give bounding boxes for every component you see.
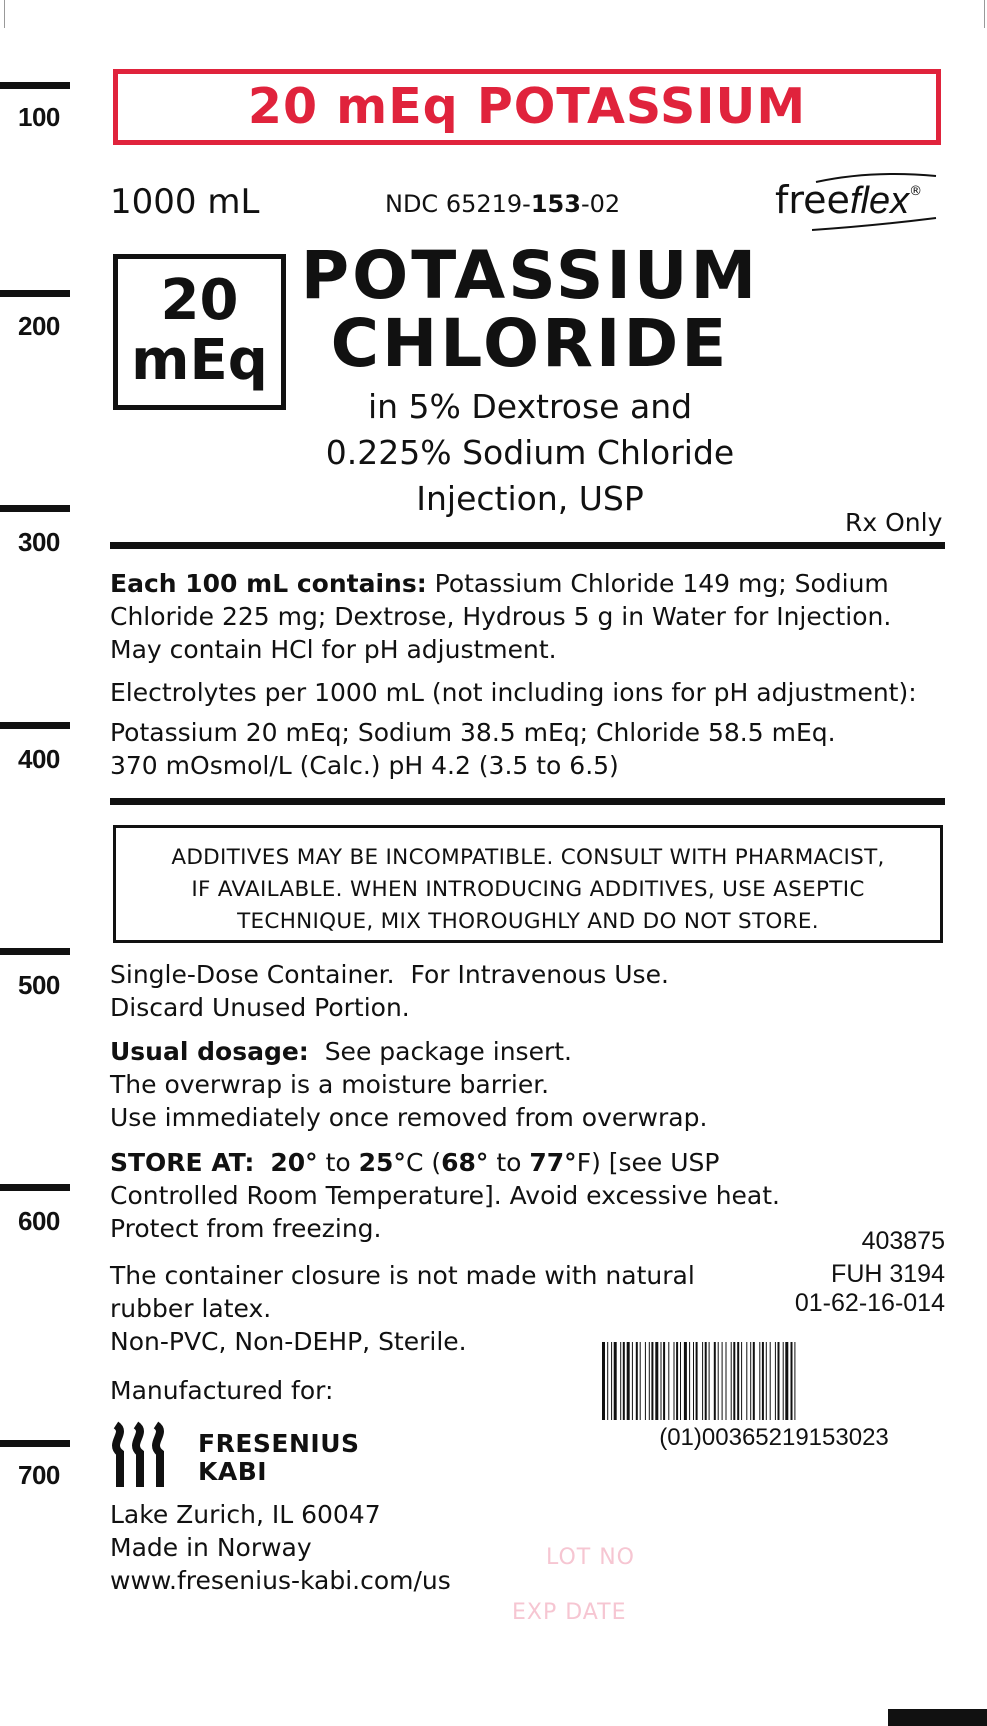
barcode-bar: [623, 1342, 625, 1420]
expiry-date-field: EXP DATE: [512, 1600, 627, 1625]
barcode-bar: [636, 1342, 638, 1420]
barcode-bar: [705, 1342, 707, 1420]
subtitle-line2: 0.225% Sodium Chloride: [325, 433, 735, 472]
barcode-bar: [627, 1342, 630, 1420]
trim-mark-left: [4, 0, 5, 28]
manufactured-for-label: Manufactured for:: [110, 1376, 334, 1405]
divider: [110, 798, 945, 805]
graduation-label: 300: [18, 527, 60, 557]
fresenius-kabi-logo-icon: [110, 1421, 176, 1489]
electrolytes-line1: Electrolytes per 1000 mL (not including ions for pH adjustment):: [110, 678, 917, 707]
barcode-bar: [794, 1342, 795, 1420]
barcode-bar: [680, 1342, 681, 1420]
drug-name: [300, 237, 760, 382]
drug-subtitle: [290, 384, 770, 522]
rx-only: Rx Only: [845, 508, 943, 537]
barcode-bar: [770, 1342, 771, 1420]
barcode-bar: [668, 1342, 669, 1420]
strength-value: 20: [160, 268, 239, 333]
freeflex-logo: freeflex®: [775, 178, 923, 222]
lot-number-field: LOT NO: [546, 1545, 635, 1570]
graduation-label: 500: [18, 970, 60, 1000]
graduation-label: 200: [18, 311, 60, 341]
barcode-bar: [640, 1342, 641, 1420]
graduation-tick: [0, 722, 70, 729]
barcode-bar: [714, 1342, 716, 1420]
barcode-bar: [602, 1342, 605, 1420]
barcode-bar: [726, 1342, 727, 1420]
barcode-bar: [702, 1342, 703, 1420]
warning-line2: IF AVAILABLE. WHEN INTRODUCING ADDITIVES, USE ASEPTIC: [191, 877, 865, 902]
barcode-bar: [746, 1342, 747, 1420]
trim-mark-right: [984, 0, 985, 28]
barcode-bar: [785, 1342, 788, 1420]
barcode-bar: [759, 1342, 760, 1420]
barcode-number: (01)00365219153023: [659, 1424, 889, 1451]
barcode-bar: [614, 1342, 617, 1420]
strength-unit: mEq: [131, 328, 268, 393]
fuh-code: FUH 3194: [831, 1260, 945, 1288]
barcode-icon: [602, 1342, 946, 1420]
barcode-bar: [620, 1342, 621, 1420]
volume-label: 1000 mL: [110, 182, 260, 222]
barcode-bar: [718, 1342, 719, 1420]
barcode-bar: [750, 1342, 751, 1420]
barcode-bar: [733, 1342, 735, 1420]
graduation-tick: [0, 505, 70, 512]
graduation-label: 600: [18, 1206, 60, 1236]
barcode-bar: [663, 1342, 665, 1420]
additives-warning: [113, 825, 943, 943]
barcode-bar: [731, 1342, 732, 1420]
graduation-label: 400: [18, 744, 60, 774]
contents-block: Each 100 mL contains: Potassium Chloride 149 mg; Sodium Chloride 225 mg; Dextrose, Hydrous 5 g in Water for Injection. May contain HCl for pH adjustment.: [110, 569, 892, 664]
barcode-bar: [661, 1342, 662, 1420]
barcode-bar: [611, 1342, 612, 1420]
dosage-block: Usual dosage: See package insert. The overwrap is a moisture barrier. Use immediately once removed from overwrap.: [110, 1037, 708, 1132]
drug-name-line2: CHLORIDE: [330, 305, 730, 382]
barcode-bar: [693, 1342, 694, 1420]
barcode-bar: [632, 1342, 633, 1420]
barcode-bar: [684, 1342, 687, 1420]
barcode-bar: [655, 1342, 658, 1420]
barcode-bar: [778, 1342, 780, 1420]
barcode-bar: [689, 1342, 690, 1420]
barcode-bar: [722, 1342, 723, 1420]
manufacturer-name-line2: KABI: [198, 1457, 268, 1486]
lot-code: 01-62-16-014: [794, 1289, 945, 1317]
potassium-banner: 20 mEq POTASSIUM: [113, 69, 941, 145]
graduation-label: 100: [18, 102, 60, 132]
subtitle-line3: Injection, USP: [416, 479, 644, 518]
use-block: Single-Dose Container. For Intravenous Use. Discard Unused Portion.: [110, 960, 669, 1022]
barcode-bar: [607, 1342, 608, 1420]
graduation-tick: [0, 948, 70, 955]
manufacturer-address: Lake Zurich, IL 60047 Made in Norway www.fresenius-kabi.com/us: [110, 1500, 451, 1595]
strength-box: [113, 254, 286, 410]
barcode-bar: [674, 1342, 675, 1420]
graduation-tick: [0, 82, 70, 89]
product-code: 403875: [861, 1227, 945, 1255]
subtitle-line1: in 5% Dextrose and: [367, 387, 693, 426]
barcode-bar: [766, 1342, 767, 1420]
divider: [110, 542, 945, 549]
barcode-bar: [783, 1342, 784, 1420]
barcode-bar: [775, 1342, 776, 1420]
storage-block: STORE AT: 20° to 25°C (68° to 77°F) [see USP Controlled Room Temperature]. Avoid excessive heat. Protect from freezing.: [110, 1148, 780, 1243]
barcode-bar: [649, 1342, 650, 1420]
graduation-tick: [0, 290, 70, 297]
barcode-bar: [753, 1342, 755, 1420]
warning-line3: TECHNIQUE, MIX THOROUGHLY AND DO NOT STORE.: [237, 909, 819, 934]
barcode-bar: [709, 1342, 710, 1420]
drug-name-line1: POTASSIUM: [300, 237, 760, 314]
barcode-bar: [737, 1342, 739, 1420]
barcode-bar: [651, 1342, 653, 1420]
barcode-bar: [741, 1342, 742, 1420]
product-codes: [795, 1227, 945, 1318]
corner-bar: [888, 1709, 987, 1726]
barcode-bar: [696, 1342, 698, 1420]
warning-line1: ADDITIVES MAY BE INCOMPATIBLE. CONSULT WITH PHARMACIST,: [171, 845, 885, 870]
graduation-label: 700: [18, 1460, 60, 1490]
graduation-tick: [0, 1440, 70, 1447]
barcode-bar: [762, 1342, 764, 1420]
freeflex-swoosh-icon: [812, 168, 942, 236]
graduation-tick: [0, 1184, 70, 1191]
electrolytes-block: Potassium 20 mEq; Sodium 38.5 mEq; Chloride 58.5 mEq. 370 mOsmol/L (Calc.) pH 4.2 (3.5 to 6.5): [110, 718, 836, 780]
ndc-number: NDC 65219-153-02: [385, 190, 621, 218]
barcode-bar: [645, 1342, 646, 1420]
barcode-bar: [676, 1342, 678, 1420]
latex-block: The container closure is not made with natural rubber latex. Non-PVC, Non-DEHP, Sterile.: [110, 1261, 695, 1356]
manufacturer-name-line1: FRESENIUS: [198, 1429, 360, 1458]
barcode-bar: [791, 1342, 793, 1420]
manufacturer-name: [198, 1430, 360, 1486]
